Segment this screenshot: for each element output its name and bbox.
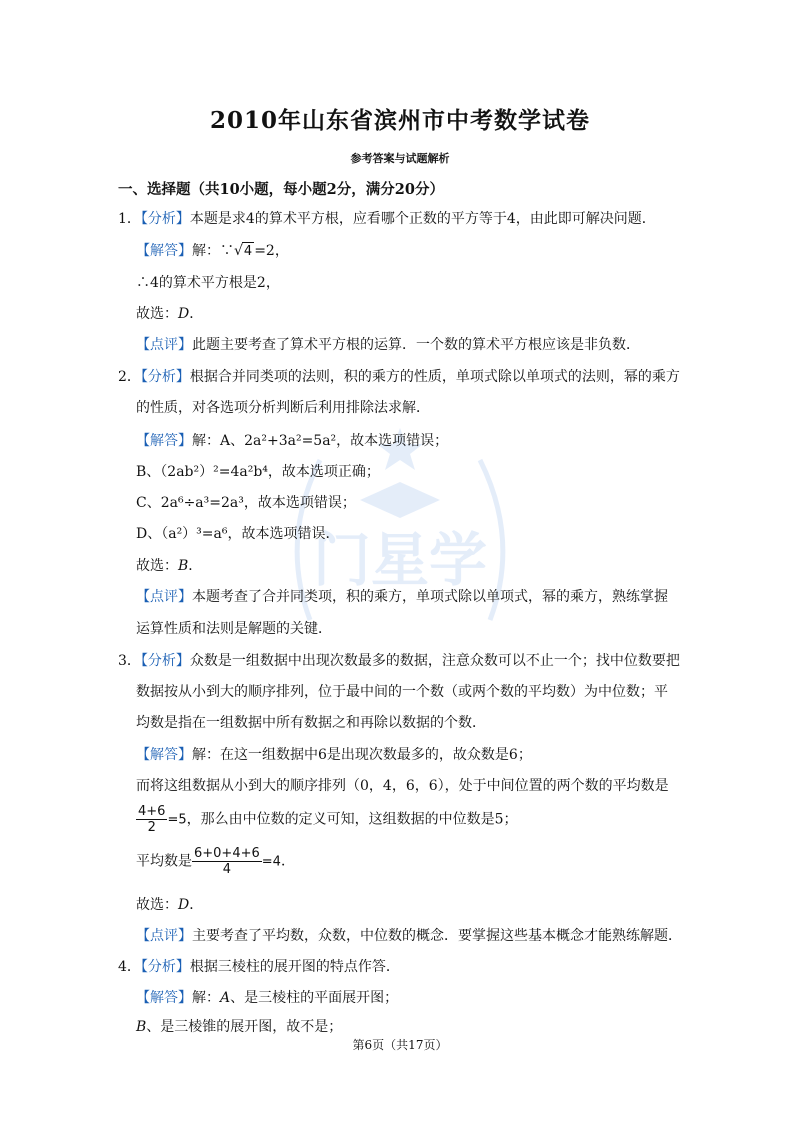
q2-option-d: D、（a²）³=a⁶，故本选项错误． [136,526,340,542]
page-subtitle: 参考答案与试题解析 [350,152,450,165]
q2-analysis-line-2: 的性质，对各选项分析判断后利用排除法求解． [136,400,430,416]
q2-comment-line-2: 运算性质和法则是解题的关键． [136,621,332,637]
q3-median-fraction-line: $\frac{4+6}{2}$ =5，那么由中位数的定义可知，这组数据的中位数是5； [138,804,518,835]
q4-number: 4． [118,959,141,975]
page-footer: 第6页（共17页） [352,1038,448,1052]
q2-number: 2． [118,369,141,385]
q3-analysis-line-3: 均数是指在一组数据中所有数据之和再除以数据的个数． [136,715,486,731]
page-title: 2010年山东省滨州市中考数学试卷 [209,107,590,134]
q3-choice: 故选：D． [136,897,204,913]
q2-comment-line-1: 【点评】本题考查了合并同类项，积的乘方，单项式除以单项式，幂的乘方，熟练掌握 [136,589,668,605]
mean-fraction: $\frac{6+0+4+6}{4}$ [194,846,260,877]
q1-conclusion: ∴4的算术平方根是2， [136,275,280,291]
q2-option-c: C、2a⁶÷a³=2a³，故本选项错误； [136,495,356,511]
q3-comment: 【点评】主要考查了平均数，众数，中位数的概念．要掌握这些基本概念才能熟练解题． [136,928,682,944]
q2-choice: 故选：B． [136,558,203,574]
q1-comment: 【点评】此题主要考查了算术平方根的运算．一个数的算术平方根应该是非负数． [136,337,640,353]
q4-analysis-line: 4．【分析】根据三棱柱的展开图的特点作答． [118,959,400,975]
comment-tag: 【点评】 [136,337,192,353]
q3-number: 3． [118,653,141,669]
q1-analysis-text: 本题是求4的算术平方根，应看哪个正数的平方等于4，由此即可解决问题． [189,211,656,227]
answer-tag: 【解答】 [136,243,192,259]
watermark-text: 门星学 [312,526,488,594]
q3-median-line: 而将这组数据从小到大的顺序排列（0，4，6，6），处于中间位置的两个数的平均数是 [136,778,669,794]
q2-answer-a: 【解答】解：A、2a²+3a²=5a²，故本选项错误； [136,433,449,449]
median-fraction: $\frac{4+6}{2}$ [138,804,166,835]
q1-number: 1． [118,211,141,227]
q1-analysis-line [118,210,656,228]
q3-analysis-line-1: 3．【分析】众数是一组数据中出现次数最多的数据，注意众数可以不止一个；找中位数要把 [118,653,680,669]
q1-answer-line: 【解答】解：∵√4 =2， [136,243,289,259]
q1-choice: 故选：D． [136,306,204,322]
q1-radicand: 4 [243,244,253,259]
q4-answer-a: 【解答】解：A、是三棱柱的平面展开图； [136,990,399,1006]
analysis-tag: 【分析】 [140,211,190,227]
sqrt-icon: √ [234,243,243,259]
q2-option-a: A、2a²+3a²=5a²，故本选项错误； [220,433,449,449]
q3-analysis-line-2: 数据按从小到大的顺序排列，位于最中间的一个数（或两个数的平均数）为中位数；平 [136,684,668,700]
section-heading: 一、选择题（共10小题，每小题2分，满分20分） [118,181,444,198]
q3-answer-line: 【解答】解：在这一组数据中6是出现次数最多的，故众数是6； [136,747,532,763]
q2-option-b: B、（2ab²）²=4a²b⁴，故本选项正确； [136,464,380,480]
q3-mean-line: 平均数是 $\frac{6+0+4+6}{4}$ =4． [136,846,295,877]
q4-answer-b: B、是三棱锥的展开图，故不是； [136,1019,343,1035]
q2-analysis-line-1: 2．【分析】根据合并同类项的法则，积的乘方的性质，单项式除以单项式的法则，幂的乘方 [118,369,680,385]
